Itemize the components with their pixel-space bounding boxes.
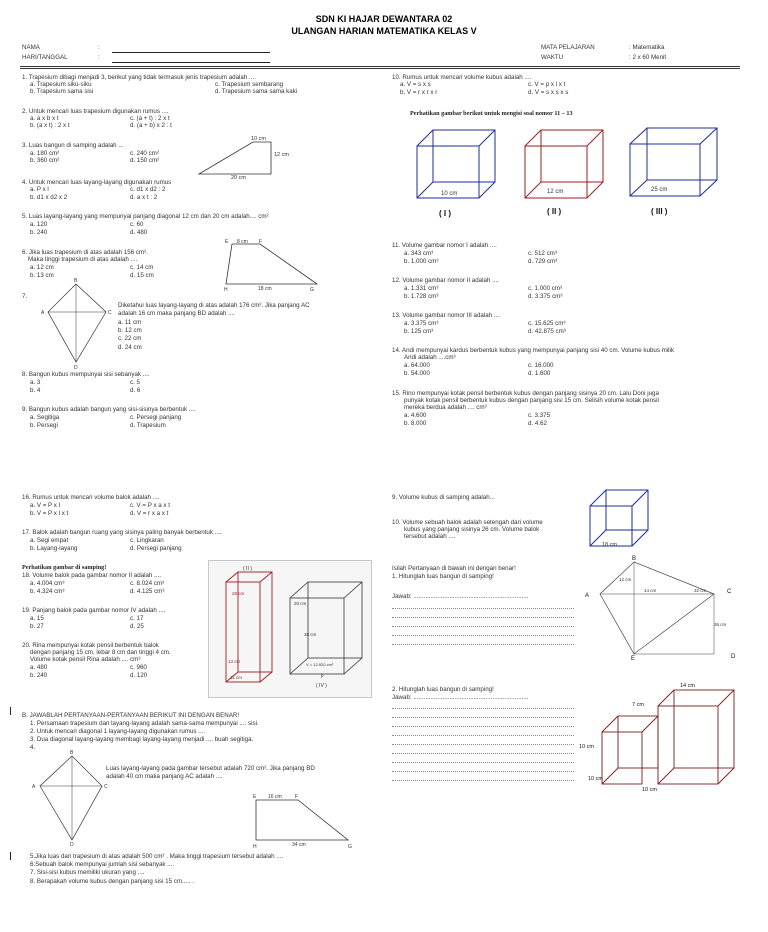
option[interactable]: d. 25 xyxy=(130,623,144,630)
answer-line[interactable] xyxy=(392,717,574,718)
blocks-a: 14 cm xyxy=(680,683,695,689)
option[interactable]: b. 125 cm³ xyxy=(404,328,434,335)
trapezoid-figure-b5 xyxy=(248,788,358,852)
mapel-value: : Matematika xyxy=(629,44,665,51)
option[interactable]: b. 1.000 cm³ xyxy=(404,258,439,265)
essay-b1: 1. Persamaan trapesium dan layang-layang adalah sama-sama mempunyai .... sisi. xyxy=(30,720,259,727)
essay-b6: 6.Sebuah balok mempunyai jumlah sisi sebanyak .... xyxy=(30,861,175,868)
kite2-l1: 12 cm xyxy=(619,577,632,582)
fig5-g: G xyxy=(348,844,352,850)
option[interactable]: b. 8.000 xyxy=(404,420,427,427)
kite-figure-b4 xyxy=(30,746,114,846)
option[interactable]: c. 60 xyxy=(130,221,144,228)
fig3-bottom-label: 20 cm xyxy=(231,175,246,180)
option[interactable]: c. Trapesium sembarang xyxy=(215,81,284,88)
q4: 4. Untuk mencari luas layang-layang digunakan rumus xyxy=(22,179,172,186)
option[interactable]: a. 480 xyxy=(30,664,48,671)
waktu-value: : 2 x 60 Menit xyxy=(629,54,667,61)
essay-b4-text: Luas layang-layang pada gambar tersebut adalah 720 cm². Jika panjang BD xyxy=(106,765,315,772)
q12: 12. Volume gambar nomor II adalah .... xyxy=(392,277,499,284)
q20: 20. Rina mempunyai kotak pensil berbentuk balok xyxy=(22,642,159,649)
q9: 9. Bangun kubus adalah bangun yang sisi-sisinya berbentuk .... xyxy=(22,406,196,413)
option[interactable]: a. Trapesium siku-siku xyxy=(30,81,92,88)
header-rule xyxy=(20,68,740,69)
essay-b4-text2: adalah 40 cm maka panjang AC adalah .... xyxy=(106,773,223,780)
section-b-title: B. JAWABLAH PERTANYAAN-PERTANYAAN BERIKUT INI DENGAN BENAR! xyxy=(22,712,240,719)
option[interactable]: d. 480 xyxy=(130,229,148,236)
kite2-l2: 14 cm xyxy=(644,588,657,593)
option[interactable]: b. V = P x l x t xyxy=(30,510,69,517)
waktu-label: WAKTU xyxy=(541,54,564,61)
option[interactable]: d. Trapesium xyxy=(130,422,166,429)
answer-line[interactable] xyxy=(392,735,574,736)
cube1-roman: ( I ) xyxy=(439,209,451,218)
fig7-b: B xyxy=(74,278,78,284)
balok-ii-depth: 13 cm xyxy=(228,659,241,664)
cube3-label: 25 cm xyxy=(651,187,668,193)
r-q10-b: kubus yang panjang sisinya 26 cm. Volume balok xyxy=(404,526,540,533)
option[interactable]: a. 180 cm² xyxy=(30,150,60,157)
option[interactable]: b. Layang-layang xyxy=(30,545,78,552)
essay-b5: 5.Jika luas dari trapesium di atas adalah 500 cm² . Maka tinggi trapesium tersebut adalah .... xyxy=(30,853,284,860)
balok-iv-label: ( IV ) xyxy=(316,683,327,689)
q5: 5. Luas layang-layang yang mempunyai panjang diagonal 12 cm dan 20 cm adalah.... cm² xyxy=(22,213,269,220)
option[interactable]: b. 54.000 xyxy=(404,370,430,377)
answer-line[interactable] xyxy=(392,771,574,772)
option[interactable]: c. Persegi panjang xyxy=(130,414,182,421)
option[interactable]: b. V = r x r x r xyxy=(400,89,438,96)
option[interactable]: d. Trapesium sama sama kaki xyxy=(215,88,298,95)
option[interactable]: c. 15.625 cm³ xyxy=(528,320,566,327)
fig3-top-label: 10 cm xyxy=(251,136,266,142)
q6: 6. Jika luas trapesium di atas adalah 156 cm². xyxy=(22,249,148,256)
q18: 18. Volume balok pada gambar nomor II adalah .... xyxy=(22,572,161,579)
fig6-g: G xyxy=(310,287,314,292)
balok-instruction: Perhatikan gambar di samping! xyxy=(22,564,107,571)
q11: 11. Volume gambar nomor I adalah .... xyxy=(392,242,497,249)
option[interactable]: d. 24 cm xyxy=(118,344,142,351)
option[interactable]: c. V = P x a x t xyxy=(130,502,170,509)
fig4-c: C xyxy=(104,784,108,790)
balok-figure xyxy=(208,560,372,698)
option[interactable]: d. 6 xyxy=(130,387,141,394)
option[interactable]: d. 120 xyxy=(130,672,148,679)
option[interactable]: b. 4.324 cm³ xyxy=(30,588,65,595)
option[interactable]: a. Segi empat xyxy=(30,537,69,544)
q8: 8. Bangun kubus mempunyai sisi sebanyak .... xyxy=(22,371,150,378)
r-q10-c: tersebut adalah .... xyxy=(404,533,456,540)
blocks-b: 7 cm xyxy=(632,702,644,708)
option[interactable]: a. P x l xyxy=(30,186,49,193)
cubes-figure xyxy=(405,118,725,222)
fig4-d: D xyxy=(70,842,74,846)
option[interactable]: a. V = s x s xyxy=(400,81,431,88)
fig7-d: D xyxy=(74,365,78,370)
q15: 15. Rino mempunyai kotak pensil berbentuk kubus dengan panjang sisinya 20 cm. Lalu Doni juga xyxy=(392,390,659,397)
essay-b7: 7. Sisi-sisi kubus memiliki ukuran yang .... xyxy=(30,869,145,876)
essay-b4: 4. xyxy=(30,744,36,751)
option[interactable]: b. 1.728 cm³ xyxy=(404,293,439,300)
option[interactable]: b. Trapesium sama sisi xyxy=(30,88,94,95)
trapezoid-figure-6 xyxy=(222,236,322,292)
q6b: Maka tinggi trapesium di atas adalah .... xyxy=(28,256,138,263)
essay-b8: 8. Berapakah volume kubus dengan panjang sisi 15 cm..... . xyxy=(30,878,195,885)
option[interactable]: a. 12 cm xyxy=(30,264,54,271)
option[interactable]: c. 16.000 xyxy=(528,362,554,369)
option[interactable]: c. 14 cm xyxy=(130,264,154,271)
option[interactable]: d. V = s x s x s xyxy=(528,89,569,96)
hari-line[interactable] xyxy=(112,62,270,63)
option[interactable]: b. Persegi xyxy=(30,422,58,429)
option[interactable]: d. 729 cm³ xyxy=(528,258,558,265)
q20-b: dengan panjang 15 cm, lebar 8 cm dan tinggi 4 cm. xyxy=(30,649,171,656)
cube1-label: 10 cm xyxy=(441,191,458,197)
option[interactable]: c. (a + t) : 2 x t xyxy=(130,115,170,122)
kite-figure-essay1 xyxy=(582,554,742,666)
option[interactable]: d. 4.125 cm³ xyxy=(130,588,165,595)
kite-figure-7 xyxy=(38,276,116,370)
q7-text: Diketahui luas layang-layang di atas adalah 176 cm². Jika panjang AC xyxy=(118,302,310,309)
option[interactable]: c. Lingkaran xyxy=(130,537,164,544)
fig4-b: B xyxy=(70,750,74,756)
balok-ii-label: ( II ) xyxy=(243,566,252,572)
balok-iv-height: 38 cm xyxy=(304,632,317,637)
option[interactable]: a. Segitiga xyxy=(30,414,60,421)
option[interactable]: c. 22 cm xyxy=(118,335,142,342)
colon: : xyxy=(98,44,100,51)
header-rule xyxy=(20,66,740,67)
kite2-c: C xyxy=(727,589,732,595)
answer-line[interactable] xyxy=(392,635,574,636)
option[interactable]: c. 240 cm² xyxy=(130,150,159,157)
fig5-ef: 16 cm xyxy=(268,794,282,800)
option[interactable]: c. 3.375 xyxy=(528,412,551,419)
answer-line[interactable] xyxy=(392,762,574,763)
q3: 3. Luas bangun di samping adalah ... xyxy=(22,142,124,149)
answer-line[interactable] xyxy=(392,726,574,727)
option[interactable]: c. 5 xyxy=(130,379,140,386)
option[interactable]: b. 4 xyxy=(30,387,41,394)
fig6-ef: 8 cm xyxy=(237,239,248,245)
text-cursor xyxy=(10,852,11,860)
option[interactable]: c. 17 xyxy=(130,615,144,622)
r-q10: 10. Volume sebuah balok adalah setengah dari volume xyxy=(392,519,543,526)
hari-label: HARI/TANGGAL xyxy=(22,54,68,61)
fig3-side-label: 12 cm xyxy=(274,152,289,158)
answer-line[interactable] xyxy=(392,608,574,609)
answer-line[interactable] xyxy=(392,753,574,754)
nama-line[interactable] xyxy=(112,52,270,53)
fig5-hg: 34 cm xyxy=(292,842,306,848)
option[interactable]: b. 240 xyxy=(30,229,48,236)
cube2-roman: ( II ) xyxy=(547,207,562,216)
option[interactable]: a. 3 xyxy=(30,379,41,386)
option[interactable]: d. 150 cm² xyxy=(130,157,160,164)
r-q9: 9. Volume kubus di samping adalah... xyxy=(392,494,495,501)
essay-instruction: Isilah Pertanyaan di bawah ini dengan benar! xyxy=(392,565,516,572)
fig7-c: C xyxy=(108,310,112,316)
cube3-roman: ( III ) xyxy=(651,207,668,216)
nama-label: NAMA xyxy=(22,44,40,51)
option[interactable]: a. 4.004 cm³ xyxy=(30,580,65,587)
blocks-e: 10 cm xyxy=(642,787,657,792)
option[interactable]: a. V = P x l xyxy=(30,502,60,509)
fig6-e: E xyxy=(225,239,229,245)
option[interactable]: a. 120 xyxy=(30,221,48,228)
cube-18-label: 18 cm xyxy=(602,542,617,548)
kite2-a: A xyxy=(585,593,590,599)
fig6-h: H xyxy=(224,287,228,292)
option[interactable]: a. 1.331 cm³ xyxy=(404,285,439,292)
trapezoid-figure-3 xyxy=(195,132,295,180)
essay-1: 1. Hitunglah luas bangun di samping! xyxy=(392,573,494,580)
option[interactable]: b. (a x t) : 2 x t xyxy=(30,122,70,129)
fig5-f: F xyxy=(295,794,299,800)
q7: 7. xyxy=(22,293,28,300)
answer-line[interactable] xyxy=(392,780,574,781)
q15-b: punyak kotak pensil berbentuk kubus dengan panjang sisi 15 cm. Selisih volume kotak pensil xyxy=(404,397,659,404)
option[interactable]: c. d1 x d2 : 2 xyxy=(130,186,166,193)
option[interactable]: b. 13 cm xyxy=(30,272,54,279)
balok-iv-width: 20 cm xyxy=(294,601,307,606)
balok-iv-volume: V = 12.920 cm³ xyxy=(306,662,334,667)
option[interactable]: b. d1 x d2 x 2 xyxy=(30,194,68,201)
q2: 2. Untuk mencari luas trapesium digunakan rumus .... xyxy=(22,108,169,115)
q1: 1. Trapesium dibagi menjadi 3, berikut yang tidak termasuk jenis trapesium adalah .... xyxy=(22,74,256,81)
option[interactable]: b. 27 xyxy=(30,623,44,630)
option[interactable]: b. 360 cm² xyxy=(30,157,60,164)
option[interactable]: d. 1.600 xyxy=(528,370,551,377)
q14: 14. Andi mempunyai kardus berbentuk kubus yang mempunyai panjang sisi 40 cm. Volume kubus milik xyxy=(392,347,675,354)
option[interactable]: b. 12 cm xyxy=(118,327,142,334)
option[interactable]: a. 3.375 cm³ xyxy=(404,320,439,327)
colon: : xyxy=(98,54,100,61)
balok-ii-width: 11 cm xyxy=(230,675,242,680)
option[interactable]: a. 11 cm xyxy=(118,319,142,326)
q15-c: mereka berdua adalah .... cm³ xyxy=(404,404,487,411)
q16: 16. Rumus untuk mencari volume balok adalah .... xyxy=(22,494,160,501)
essay-1-jawab[interactable]: Jawab: ................................................................... xyxy=(392,593,529,600)
kite2-d: D xyxy=(731,654,736,660)
option[interactable]: c. V = p x l x t xyxy=(528,81,566,88)
blocks-c: 10 cm xyxy=(579,744,594,750)
kite2-l4: 36 cm xyxy=(714,622,727,627)
option[interactable]: c. 8.024 cm³ xyxy=(130,580,165,587)
q17: 17. Balok adalah bangun ruang yang sisinya paling banyak berbentuk .... xyxy=(22,529,222,536)
cube-18-figure xyxy=(584,486,664,552)
option[interactable]: d. 15 cm xyxy=(130,272,154,279)
option[interactable]: a. 15 xyxy=(30,615,44,622)
essay-2: 2. Hitunglah luas bangun di samping! xyxy=(392,686,494,693)
kite2-l3: 32 cm xyxy=(694,588,707,593)
q10: 10. Rumus untuk mencari volume kubus adalah .... xyxy=(392,74,532,81)
fig7-a: A xyxy=(41,310,45,316)
answer-line[interactable] xyxy=(392,708,574,709)
option[interactable]: c. 512 cm³ xyxy=(528,250,557,257)
fig4-a: A xyxy=(32,784,36,790)
fig6-f: F xyxy=(259,239,263,245)
answer-line[interactable] xyxy=(392,644,574,645)
option[interactable]: d. 3.375 cm³ xyxy=(528,293,563,300)
option[interactable]: a. a x b x t xyxy=(30,115,59,122)
essay-b2: 2. Untuk mencari diagonal 1 layang-layang digunakan rumus .... xyxy=(30,728,206,735)
option[interactable]: b. 240 xyxy=(30,672,48,679)
answer-line[interactable] xyxy=(392,744,574,745)
fig5-h: H xyxy=(253,844,257,850)
balok-ii-height: 28 cm xyxy=(232,591,245,596)
q13: 13. Volume gambar nomor III adalah .... xyxy=(392,312,501,319)
q20-c: Volume kotak pensil Rina adalah .... cm³ xyxy=(30,656,141,663)
balok-iv-p: p xyxy=(321,673,324,678)
fig6-hg: 18 cm xyxy=(258,286,272,292)
option[interactable]: c. 960 xyxy=(130,664,147,671)
text-cursor xyxy=(10,707,11,715)
option[interactable]: d. (a + b) x 2 : t xyxy=(130,122,172,129)
fig5-e: E xyxy=(253,794,257,800)
cube2-label: 12 cm xyxy=(547,189,564,195)
answer-line[interactable] xyxy=(392,617,574,618)
cube-instruction: Perhatikan gambar berikut untuk mengisi soal nomor 11 – 13 xyxy=(410,110,573,117)
option[interactable]: d. a x t : 2 xyxy=(130,194,158,201)
mapel-label: MATA PELAJARAN xyxy=(541,44,595,51)
school-name: SDN KI HAJAR DEWANTARA 02 xyxy=(315,14,453,24)
kite2-e: E xyxy=(631,656,636,662)
exam-title: ULANGAN HARIAN MATEMATIKA KELAS V xyxy=(291,26,477,36)
kite2-b: B xyxy=(632,556,637,562)
option[interactable]: a. 4.600 xyxy=(404,412,427,419)
answer-line[interactable] xyxy=(392,626,574,627)
essay-2-jawab[interactable]: Jawab: ................................................................... xyxy=(392,694,529,701)
blocks-figure xyxy=(576,680,742,792)
option[interactable]: a. 64.000 xyxy=(404,362,430,369)
q7-text2: adalah 16 cm maka panjang BD adalah .... xyxy=(118,310,235,317)
option[interactable]: d. 4.62 xyxy=(528,420,547,427)
option[interactable]: d. 42.875 cm³ xyxy=(528,328,566,335)
option[interactable]: d. Persegi panjang xyxy=(130,545,182,552)
option[interactable]: c. 1.000 cm³ xyxy=(528,285,563,292)
option[interactable]: a. 343 cm³ xyxy=(404,250,434,257)
blocks-d: 10 cm xyxy=(588,776,603,782)
q14-b: Andi adalah ....cm³ xyxy=(404,354,456,361)
q19: 19. Panjang balok pada gambar nomor IV adalah .... xyxy=(22,607,166,614)
essay-b3: 3. Dua diagonal layang-layang membagi layang-layang menjadi .... buah segitiga. xyxy=(30,736,254,743)
option[interactable]: d. V = r x a x t xyxy=(130,510,169,517)
